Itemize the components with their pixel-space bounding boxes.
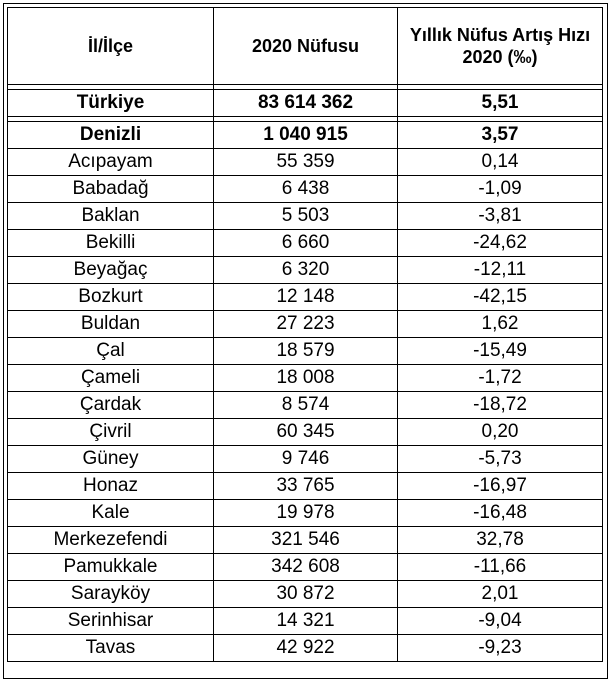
row-name: Baklan <box>8 203 214 230</box>
row-population: 42 922 <box>214 635 398 662</box>
row-name: Çardak <box>8 392 214 419</box>
row-name: Kale <box>8 500 214 527</box>
row-population: 30 872 <box>214 581 398 608</box>
row-rate: -15,49 <box>398 338 603 365</box>
row-name: Denizli <box>8 122 214 149</box>
row-name: Acıpayam <box>8 149 214 176</box>
row-population: 6 320 <box>214 257 398 284</box>
table-row <box>8 527 603 554</box>
row-rate: -16,48 <box>398 500 603 527</box>
row-name: Sarayköy <box>8 581 214 608</box>
header-population-2020: 2020 Nüfusu <box>214 8 398 85</box>
row-rate: -1,09 <box>398 176 603 203</box>
table-row <box>8 473 603 500</box>
row-population: 18 579 <box>214 338 398 365</box>
table-row <box>8 311 603 338</box>
row-rate: -1,72 <box>398 365 603 392</box>
row-population: 19 978 <box>214 500 398 527</box>
row-name: Çameli <box>8 365 214 392</box>
row-population: 33 765 <box>214 473 398 500</box>
table-row <box>8 608 603 635</box>
table-row <box>8 446 603 473</box>
row-name: Serinhisar <box>8 608 214 635</box>
header-row <box>8 8 603 85</box>
row-population: 1 040 915 <box>214 122 398 149</box>
row-rate: 0,14 <box>398 149 603 176</box>
table-row <box>8 500 603 527</box>
table-row <box>8 90 603 117</box>
table-row <box>8 338 603 365</box>
row-population: 342 608 <box>214 554 398 581</box>
row-rate: -9,23 <box>398 635 603 662</box>
row-population: 83 614 362 <box>214 90 398 117</box>
row-population: 6 438 <box>214 176 398 203</box>
row-rate: 3,57 <box>398 122 603 149</box>
row-rate: -42,15 <box>398 284 603 311</box>
table-row <box>8 230 603 257</box>
table-row <box>8 554 603 581</box>
row-rate: -11,66 <box>398 554 603 581</box>
row-name: Pamukkale <box>8 554 214 581</box>
row-name: Bekilli <box>8 230 214 257</box>
row-name: Çivril <box>8 419 214 446</box>
row-name: Merkezefendi <box>8 527 214 554</box>
table-row <box>8 203 603 230</box>
row-population: 6 660 <box>214 230 398 257</box>
row-population: 12 148 <box>214 284 398 311</box>
row-name: Beyağaç <box>8 257 214 284</box>
row-population: 55 359 <box>214 149 398 176</box>
row-population: 27 223 <box>214 311 398 338</box>
row-rate: -12,11 <box>398 257 603 284</box>
row-population: 321 546 <box>214 527 398 554</box>
row-population: 60 345 <box>214 419 398 446</box>
row-population: 18 008 <box>214 365 398 392</box>
row-population: 9 746 <box>214 446 398 473</box>
table-row <box>8 176 603 203</box>
row-rate: 2,01 <box>398 581 603 608</box>
table-row <box>8 257 603 284</box>
row-rate: 0,20 <box>398 419 603 446</box>
table-row <box>8 365 603 392</box>
table-row <box>8 392 603 419</box>
row-rate: 5,51 <box>398 90 603 117</box>
row-population: 14 321 <box>214 608 398 635</box>
row-rate: 32,78 <box>398 527 603 554</box>
row-name: Güney <box>8 446 214 473</box>
row-rate: 1,62 <box>398 311 603 338</box>
row-rate: -24,62 <box>398 230 603 257</box>
table-row <box>8 419 603 446</box>
row-rate: -16,97 <box>398 473 603 500</box>
row-population: 8 574 <box>214 392 398 419</box>
table-row <box>8 122 603 149</box>
row-name: Honaz <box>8 473 214 500</box>
header-growth-rate: Yıllık Nüfus Artış Hızı 2020 (‰) <box>398 8 603 85</box>
header-province-district: İl/İlçe <box>8 8 214 85</box>
population-table <box>7 7 603 662</box>
row-name: Tavas <box>8 635 214 662</box>
row-name: Türkiye <box>8 90 214 117</box>
row-name: Buldan <box>8 311 214 338</box>
row-name: Babadağ <box>8 176 214 203</box>
row-rate: -3,81 <box>398 203 603 230</box>
row-rate: -5,73 <box>398 446 603 473</box>
table-row <box>8 149 603 176</box>
row-rate: -9,04 <box>398 608 603 635</box>
row-rate: -18,72 <box>398 392 603 419</box>
row-population: 5 503 <box>214 203 398 230</box>
table-row <box>8 581 603 608</box>
table-row <box>8 635 603 662</box>
row-name: Bozkurt <box>8 284 214 311</box>
row-name: Çal <box>8 338 214 365</box>
table-row <box>8 284 603 311</box>
